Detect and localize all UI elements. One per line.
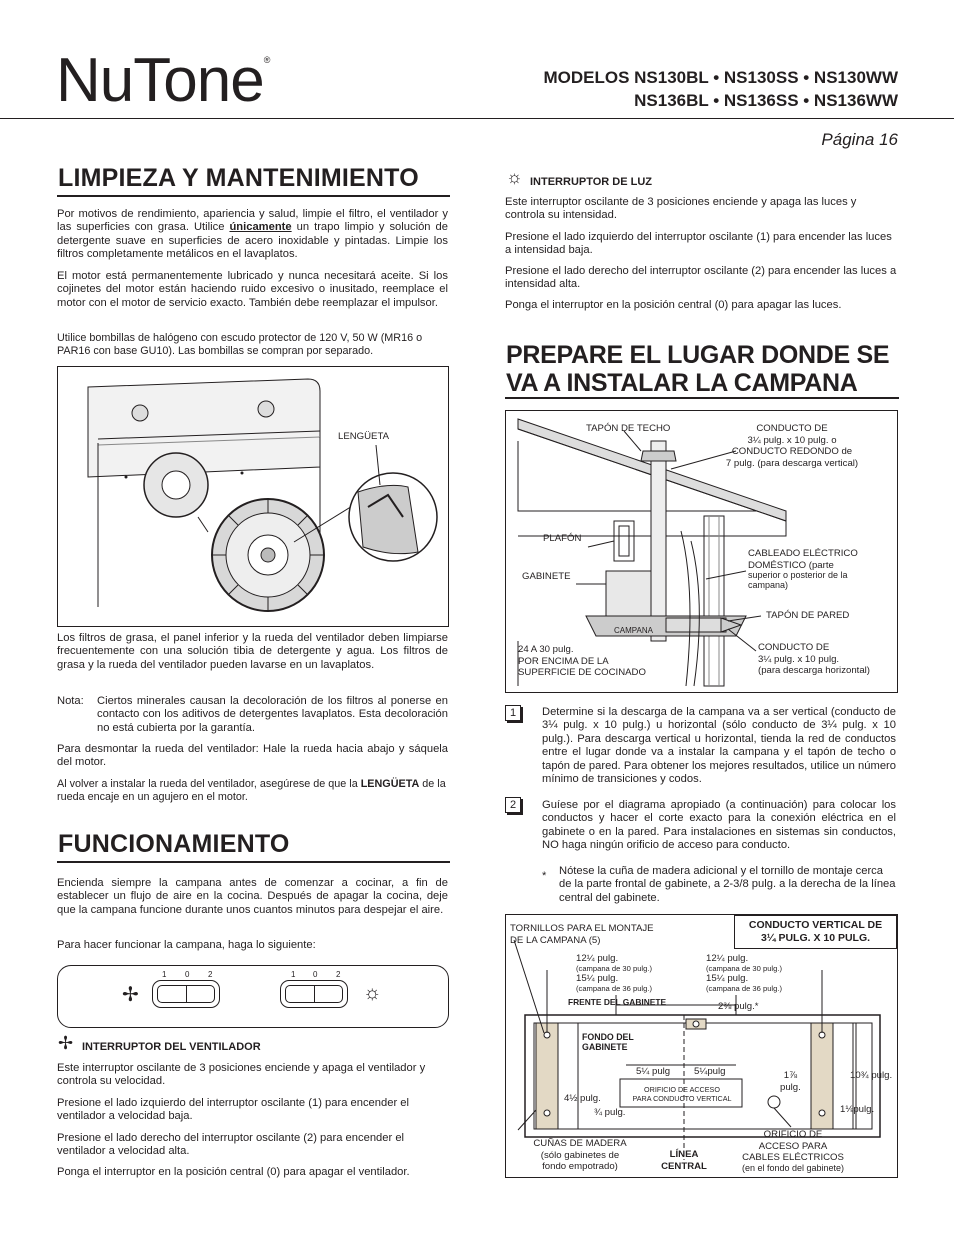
label-cabinet-bottom: FONDO DEL GABINETE	[582, 1032, 634, 1052]
label-wiring: CABLEADO ELÉCTRICO DOMÉSTICO (parte superior o posterior de la campana)	[748, 548, 858, 590]
paragraph: Al volver a instalar la rueda del ventilador, asegúrese de que la LENGÜETA de la rueda encaje en un agujero en el motor.	[57, 778, 446, 804]
label-wiring-access-hole: ORIFICIO DE ACCESO PARA CABLES ELÉCTRICOS (en el fondo del gabinete)	[741, 1129, 845, 1173]
paragraph: Este interruptor oscilante de 3 posiciones enciende y apaga el ventilador y controla su velocidad.	[57, 1062, 426, 1088]
fan-wheel-illustration	[58, 367, 448, 626]
light-icon: ☼	[506, 167, 523, 187]
paragraph: Presione el lado izquierdo del interruptor oscilante (1) para encender las luces a intensidad baja.	[505, 231, 892, 257]
dim-1-125: 1⅛pulg.	[840, 1104, 875, 1115]
label-wood-wedges: CUÑAS DE MADERA (sólo gabinetes de fondo empotrado)	[533, 1138, 627, 1172]
paragraph: El motor está permanentemente lubricado y nunca necesitará aceite. Si los cojinetes del motor están haciendo ruido excesivo o inusitado, reemplace el motor con el motor de servicio exacto. También debe reemplazar el impulsor.	[57, 270, 448, 309]
label-ceiling: PLAFÓN	[543, 533, 582, 544]
dim-2-375: 2⅜ pulg.*	[718, 1001, 759, 1012]
label-vertical-duct: CONDUCTO DE 3¼ pulg. x 10 pulg. o CONDUCTO REDONDO de 7 pulg. (para descarga vertical)	[725, 423, 859, 469]
brand-logo: NuTone®	[56, 46, 270, 115]
label-center-line: LÍNEA CENTRAL	[661, 1149, 707, 1172]
step-number: 2	[505, 797, 521, 813]
dim-5-25-left: 5¼ pulg	[636, 1066, 671, 1077]
footnote-text: Nótese la cuña de madera adicional y el tornillo de montaje cerca de la parte frontal de gabinete, a 2-3/8 pulg. a la derecha de la línea central del gabinete.	[559, 865, 896, 904]
dim-12-25-right: 12¼ pulg.	[706, 953, 749, 964]
dim-hood-36-left: (campana de 36 pulg.)	[576, 984, 652, 993]
paragraph: Presione el lado derecho del interruptor oscilante (2) para encender el ventilador a velocidad alta.	[57, 1132, 405, 1158]
fan-switch-pos-1: 1	[162, 970, 167, 979]
paragraph: Por motivos de rendimiento, apariencia y salud, limpie el filtro, el ventilador y las superficies con grasa. Utilice únicamente un trapo limpio y solución de detergente suave en superficies de acero inoxidable y pintadas. Limpie los filtros completamente metálicos en el lavaplatos.	[57, 208, 448, 261]
light-switch-pos-1: 1	[291, 970, 296, 979]
title-underline	[57, 861, 450, 863]
label-hood: CAMPANA	[614, 626, 653, 635]
dim-4-5: 4½ pulg.	[564, 1093, 601, 1104]
light-rocker-switch[interactable]	[280, 980, 348, 1008]
label-mounting-screws: TORNILLOS PARA EL MONTAJE DE LA CAMPANA (5)	[510, 923, 654, 946]
label-vertical-access-hole: ORIFICIO DE ACCESO PARA CONDUCTO VERTICAL	[632, 1085, 732, 1103]
paragraph: Los filtros de grasa, el panel inferior y la rueda del ventilador deben limpiarse frecuentemente con una solución tibia de detergente y agua. Los filtros de grasa y la rueda del ventilador pueden lavarse en un lavaplatos.	[57, 632, 448, 671]
step-text: Determine si la descarga de la campana va a ser vertical (conducto de 3¼ pulg. x 10 pulg.) u horizontal (sólo conducto de 3¼ pulg. x 10 pulg.). Para descarga vertical u horizontal, tienda la red de conductos entre el lugar donde va a instalar la campana y el tapón de techo o tapón de pared. Para obtener los mejores resultados, utilice un número mínimo de transiciones y codos.	[542, 706, 896, 786]
label-wall-cap: TAPÓN DE PARED	[766, 610, 850, 621]
light-switch-pos-2: 2	[336, 970, 341, 979]
note-label: Nota:	[57, 695, 84, 707]
paragraph: Ponga el interruptor en la posición central (0) para apagar el ventilador.	[57, 1166, 410, 1178]
fan-icon: ✢	[122, 984, 139, 1006]
dim-hood-30-left: (campana de 30 pulg.)	[576, 964, 652, 973]
dim-hood-36-right: (campana de 36 pulg.)	[706, 984, 782, 993]
page-number: Página 16	[821, 130, 898, 149]
paragraph: Para hacer funcionar la campana, haga lo siguiente:	[57, 939, 316, 951]
dim-hood-30-right: (campana de 30 pulg.)	[706, 964, 782, 973]
fan-switch-pos-0: 0	[185, 970, 190, 979]
paragraph: Ponga el interruptor en la posición central (0) para apagar las luces.	[505, 299, 842, 311]
dim-12-25-left: 12¼ pulg.	[576, 953, 619, 964]
paragraph: Presione el lado derecho del interruptor oscilante (2) para encender las luces a intensidad alta.	[505, 265, 897, 291]
figure-mounting	[505, 914, 898, 1178]
light-switch-title: INTERRUPTOR DE LUZ	[530, 176, 653, 188]
paragraph: Presione el lado izquierdo del interruptor oscilante (1) para encender el ventilador a velocidad baja.	[57, 1097, 409, 1123]
dim-15-25-left: 15¼ pulg.	[576, 973, 619, 984]
dim-10-75: 10¾ pulg.	[850, 1070, 893, 1081]
models-heading: MODELOS NS130BL • NS130SS • NS130WW NS136BL • NS136SS • NS136WW	[543, 68, 898, 110]
fan-switch-title: INTERRUPTOR DEL VENTILADOR	[82, 1041, 261, 1053]
light-icon: ☼	[363, 982, 382, 1004]
dim-5-25-right: 5¼pulg	[694, 1066, 726, 1077]
dim-15-25-right: 15¼ pulg.	[706, 973, 749, 984]
figure-installation	[505, 410, 898, 693]
step-number: 1	[505, 705, 521, 721]
step-text: Guíese por el diagrama apropiado (a continuación) para colocar los conductos y hacer el corte exacto para la conexión eléctrica en el gabinete o en la pared. Para instalaciones en sistemas sin conductos, NO haga ningún orificio de acceso para conducto.	[542, 799, 896, 852]
light-switch-pos-0: 0	[313, 970, 318, 979]
label-height: 24 A 30 pulg. POR ENCIMA DE LA SUPERFICIE DE COCINADO	[518, 644, 646, 678]
paragraph: Encienda siempre la campana antes de comenzar a cocinar, a fin de establecer un flujo de aire en la cocina. Después de apagar la cocina, deje que la campana funcione durante unos cuantos minutos para despejar el aire.	[57, 877, 448, 916]
paragraph: Este interruptor oscilante de 3 posiciones enciende y apaga las luces y controla su intensidad.	[505, 196, 857, 222]
fan-switch-pos-2: 2	[208, 970, 213, 979]
label-vertical-duct-box: CONDUCTO VERTICAL DE 3¼ PULG. X 10 PULG.	[734, 915, 897, 949]
section-title-cleaning: LIMPIEZA Y MANTENIMIENTO	[58, 164, 419, 192]
paragraph: Utilice bombillas de halógeno con escudo protector de 120 V, 50 W (MR16 o PAR16 con base GU10). Las bombillas se compran por separado.	[57, 332, 423, 358]
note-text: Ciertos minerales causan la decoloración de los filtros al ponerse en contacto con los aditivos de detergentes lavaplatos. Esta decoloración no está cubierta por la garantía.	[97, 695, 448, 734]
label-horizontal-duct: CONDUCTO DE 3¼ pulg. x 10 pulg. (para descarga horizontal)	[758, 642, 870, 676]
label-cabinet-front: FRENTE DEL GABINETE	[568, 997, 667, 1007]
section-title-operation: FUNCIONAMIENTO	[58, 830, 290, 858]
label-roof-cap: TAPÓN DE TECHO	[586, 423, 671, 434]
control-panel	[57, 965, 449, 1028]
fan-icon: ✢	[58, 1033, 74, 1053]
footnote-star: *	[542, 870, 547, 882]
title-underline	[57, 195, 450, 197]
fan-rocker-switch[interactable]	[152, 980, 220, 1008]
title-underline	[505, 397, 899, 399]
paragraph: Para desmontar la rueda del ventilador: Hale la rueda hacia abajo y sáquela del motor.	[57, 743, 448, 769]
dim-1-875: 1⅞ pulg.	[780, 1070, 801, 1093]
figure-fan-wheel	[57, 366, 449, 627]
header-rule	[0, 118, 954, 119]
section-title-prepare: PREPARE EL LUGAR DONDE SE VA A INSTALAR LA CAMPANA	[506, 341, 890, 397]
tab-label: LENGÜETA	[338, 431, 389, 442]
label-cabinet: GABINETE	[522, 571, 571, 582]
dim-0-75: ¾ pulg.	[594, 1107, 626, 1118]
